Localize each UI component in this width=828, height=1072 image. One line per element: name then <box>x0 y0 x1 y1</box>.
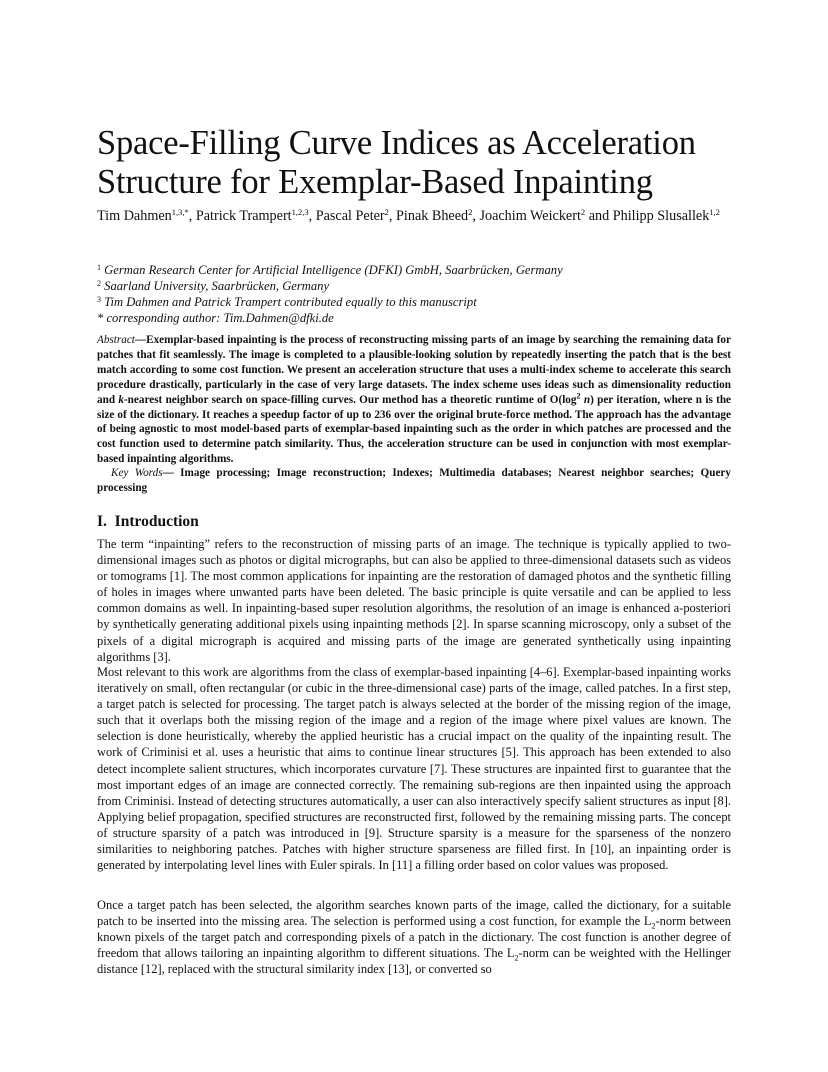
paragraph-text: -norm can be weighted with the Hellinger distance [12], replaced with the structural similarity index [13], or converted so <box>97 946 731 977</box>
abstract-n-symbol: n <box>583 393 591 406</box>
author-separator: , <box>472 208 480 224</box>
affiliation-list <box>97 262 731 326</box>
author-affiliation-mark: 2 <box>468 207 473 217</box>
affiliation-item <box>97 294 731 310</box>
abstract-exponent: 2 <box>576 390 581 400</box>
abstract <box>97 333 731 467</box>
author-affiliation-mark: 2 <box>580 207 586 217</box>
affiliation-text: Tim Dahmen and Patrick Trampert contributed equally to this manuscript <box>104 295 477 309</box>
keywords-dash: — <box>162 467 174 479</box>
author-name: Philipp Slusallek <box>612 208 710 224</box>
paragraph-text: Once a target patch has been selected, the algorithm searches known parts of the image, called the dictionary, for a suitable patch to be inserted into the missing area. The selection is performed using a cost function, for example the L <box>97 898 731 929</box>
author-separator: , <box>188 208 196 224</box>
section-number: I. <box>97 513 107 530</box>
author-affiliation-mark: 1,3,* <box>171 207 189 217</box>
section-title: Introduction <box>114 513 199 530</box>
abstract-k-symbol: k <box>118 393 124 406</box>
affiliation-item <box>97 310 731 326</box>
author-name: Pinak Bheed <box>396 208 469 224</box>
keywords-text: Image processing; Image reconstruction; Indexes; Multimedia databases; Nearest neighbor searches; Query processing <box>97 467 731 494</box>
author-name: Pascal Peter <box>315 208 385 224</box>
body-paragraph <box>97 897 731 977</box>
affiliation-text: German Research Center for Artificial Intelligence (DFKI) GmbH, Saarbrücken, Germany <box>104 263 563 277</box>
abstract-dash: — <box>134 334 147 346</box>
abstract-text: ) per iteration, where n is the size of the dictionary. It reaches a speedup factor of up to 236 over the original brute-force method. The approach has the advantage of being agnostic to most model-based parts of exemplar-based inpainting such as the order in which patches are processed and the cost function used to determine patch similarity. Thus, the acceleration structure can be used in conjunction with most exemplar-based inpainting algorithms. <box>97 393 732 466</box>
author-affiliation-mark: 1,2,3 <box>291 207 309 217</box>
section-heading <box>97 512 199 532</box>
affiliation-item <box>97 262 731 278</box>
abstract-label: Abstract <box>97 334 135 346</box>
author-separator: and <box>585 208 613 224</box>
affiliation-mark: 2 <box>97 279 101 288</box>
body-paragraph: Most relevant to this work are algorithms from the class of exemplar-based inpainting [4–6]. Exemplar-based inpainting works iteratively on small, often rectangular (or cubic in the three-dimensional case) parts of the image, called patches. In a first step, a target patch is selected for processing. The target patch is always selected at the border of the missing region of the image, such that it overlaps both the missing region of the image and a region of the image where pixel values are known. The selection is done heuristically, whereby the applied heuristic has a crucial impact on the quality of the inpainting result. The work of Criminisi et al. uses a heuristic that aims to continue linear structures [5]. This approach has been extended to also detect incomplete salient structures, which incorporates curvature [7]. These structures are inpainted first to guarantee that the most important edges of an image are connected correctly. The remaining sub-regions are then inpainted using the approach from Criminisi. Instead of detecting structures automatically, a user can also interactively specify salient structures as input [8]. Applying belief propagation, specified structures are reconstructed first, followed by the remaining missing parts. The concept of structure sparsity of a patch was introduced in [9]. Structure sparsity is a measure for the sparseness of the nonzero similarities to neighboring patches. Patches with higher structure sparseness are filled first. In [10], an inpainting order is generated by interpolating level lines with Euler spirals. In [11] a filling order based on color values was proposed. <box>97 665 731 873</box>
affiliation-text: Saarland University, Saarbrücken, Germany <box>104 279 330 293</box>
affiliation-mark: * <box>97 311 104 325</box>
author-name: Patrick Trampert <box>195 208 292 224</box>
affiliation-item <box>97 278 731 294</box>
abstract-text: -nearest neighbor search on space-filling curves. Our method has a theoretic runtime of O(log <box>123 393 577 406</box>
abstract-text: Exemplar-based inpainting is the process of reconstructing missing parts of an image by searching the remaining data for patches that fit seamlessly. The image is completed to a plausible-looking solution by repeatedly inserting the patch that is the best match according to some cost function. We present an acceleration structure that uses a multi-index scheme to accelerate this search procedure drastically, particularly in the case of very large datasets. The index scheme uses ideas such as dimensionality reduction and <box>97 334 731 406</box>
author-affiliation-mark: 1,2 <box>709 207 720 217</box>
author-name: Joachim Weickert <box>479 208 581 224</box>
author-name: Tim Dahmen <box>97 208 172 224</box>
keywords-label: Key Words <box>111 467 163 479</box>
affiliation-text: corresponding author: Tim.Dahmen@dfki.de <box>106 311 334 325</box>
body-paragraph: The term “inpainting” refers to the reconstruction of missing parts of an image. The technique is typically applied to two-dimensional images such as photos or digital micrographs, but can also be applied to three-dimensional datasets such as videos or tomograms [1]. The most common applications for inpainting are the restoration of damaged photos and the synthetic filling of holes in images where unwanted parts have been deleted. The basic principle is quite versatile and can be applied to less common domains as well. In inpainting-based super resolution algorithms, the resolution of an image is enhanced a-posteriori by synthetically generating additional pixels using inpainting methods [2]. In sparse scanning microscopy, only a subset of the pixels of a digital micrograph is acquired and missing parts of the image are generated synthetically using inpainting algorithms [3]. <box>97 537 731 664</box>
subscript: 2 <box>651 921 656 931</box>
affiliation-mark: 1 <box>97 263 101 272</box>
author-separator: , <box>308 208 316 224</box>
subscript: 2 <box>514 953 519 963</box>
keywords <box>97 466 731 496</box>
author-separator: , <box>388 208 397 224</box>
author-affiliation-mark: 2 <box>384 207 389 217</box>
paper-title: Space-Filling Curve Indices as Acceleration Structure for Exemplar-Based Inpainting <box>97 124 696 201</box>
author-list <box>97 207 731 226</box>
paragraph-text: -norm between known pixels of the target patch and corresponding pixels of a patch in the dictionary. The cost function is another degree of freedom that allows tailoring an inpainting algorithm to different situations. The L <box>97 914 731 961</box>
affiliation-mark: 3 <box>97 295 101 304</box>
